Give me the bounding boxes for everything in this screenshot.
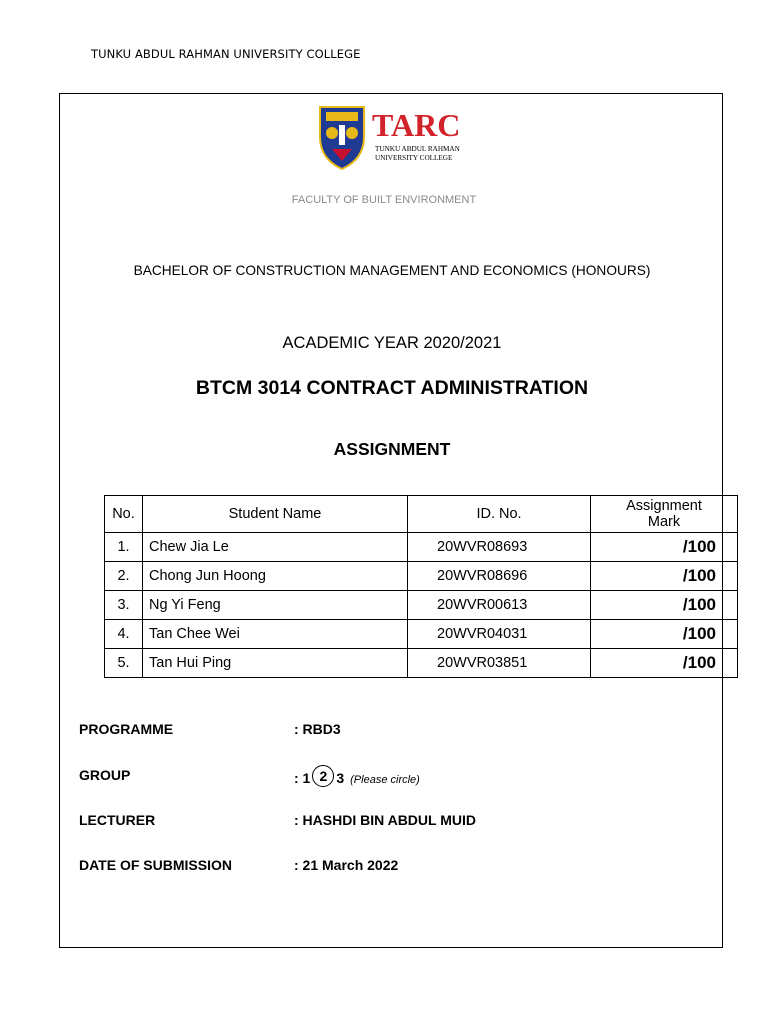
cell-mark [591, 591, 738, 620]
page-header: TUNKU ABDUL RAHMAN UNIVERSITY COLLEGE [91, 47, 361, 61]
group-label: GROUP [79, 767, 131, 783]
group-value [294, 767, 420, 789]
tarc-subtitle-line2: UNIVERSITY COLLEGE [375, 154, 453, 162]
group-option: 3 [336, 770, 345, 786]
mark-total: /100 [682, 653, 716, 672]
header-student-name: Student Name [143, 496, 408, 533]
lecturer-label: LECTURER [79, 812, 156, 828]
cell-mark [591, 562, 738, 591]
mark-total: /100 [682, 595, 716, 614]
mark-total: /100 [682, 624, 716, 643]
group-selected-circled: 2 [312, 765, 334, 787]
cell-student-name: Chong Jun Hoong [143, 562, 408, 591]
programme-label: PROGRAMME [79, 721, 174, 737]
cell-id-no: 20WVR03851 [408, 649, 591, 678]
programme-title: BACHELOR OF CONSTRUCTION MANAGEMENT AND ECONOMICS (HONOURS) [133, 263, 651, 278]
mark-total: /100 [682, 537, 716, 556]
academic-year: ACADEMIC YEAR 2020/2021 [282, 334, 502, 352]
student-table [104, 495, 738, 678]
cell-id-no: 20WVR08696 [408, 562, 591, 591]
header-id-no: ID. No. [408, 496, 591, 533]
header-no: No. [105, 496, 143, 533]
cell-id-no: 20WVR08693 [408, 533, 591, 562]
mark-total: /100 [682, 566, 716, 585]
cell-student-name: Tan Hui Ping [143, 649, 408, 678]
header-mark-line2: Mark [647, 514, 681, 530]
cell-no: 3. [105, 591, 143, 620]
cell-student-name: Ng Yi Feng [143, 591, 408, 620]
table-row [105, 649, 738, 678]
cell-no: 5. [105, 649, 143, 678]
cell-mark [591, 620, 738, 649]
course-title: BTCM 3014 CONTRACT ADMINISTRATION [195, 377, 589, 399]
cell-id-no: 20WVR04031 [408, 620, 591, 649]
tarc-subtitle-line1: TUNKU ABDUL RAHMAN [375, 145, 460, 153]
group-note: (Please circle) [350, 774, 420, 786]
cell-student-name: Chew Jia Le [143, 533, 408, 562]
table-row [105, 591, 738, 620]
lecturer-value: : HASHDI BIN ABDUL MUID [294, 812, 476, 828]
cell-no: 4. [105, 620, 143, 649]
cell-mark [591, 649, 738, 678]
cell-id-no: 20WVR00613 [408, 591, 591, 620]
group-prefix: : 1 [294, 770, 311, 786]
table-header-row [105, 496, 738, 533]
programme-value: : RBD3 [294, 721, 341, 737]
table-row [105, 620, 738, 649]
crest-icon [320, 107, 364, 169]
header-mark-line1: Assignment [626, 498, 702, 514]
tarc-wordmark: TARC [372, 107, 461, 143]
submission-label: DATE OF SUBMISSION [79, 857, 232, 873]
cell-student-name: Tan Chee Wei [143, 620, 408, 649]
cell-no: 1. [105, 533, 143, 562]
tarc-logo [318, 103, 468, 171]
table-row [105, 533, 738, 562]
submission-value: : 21 March 2022 [294, 857, 399, 873]
faculty-name: FACULTY OF BUILT ENVIRONMENT [291, 194, 477, 206]
cell-mark [591, 533, 738, 562]
cell-no: 2. [105, 562, 143, 591]
table-row [105, 562, 738, 591]
assignment-heading: ASSIGNMENT [333, 439, 451, 459]
header-assignment-mark [591, 496, 738, 533]
